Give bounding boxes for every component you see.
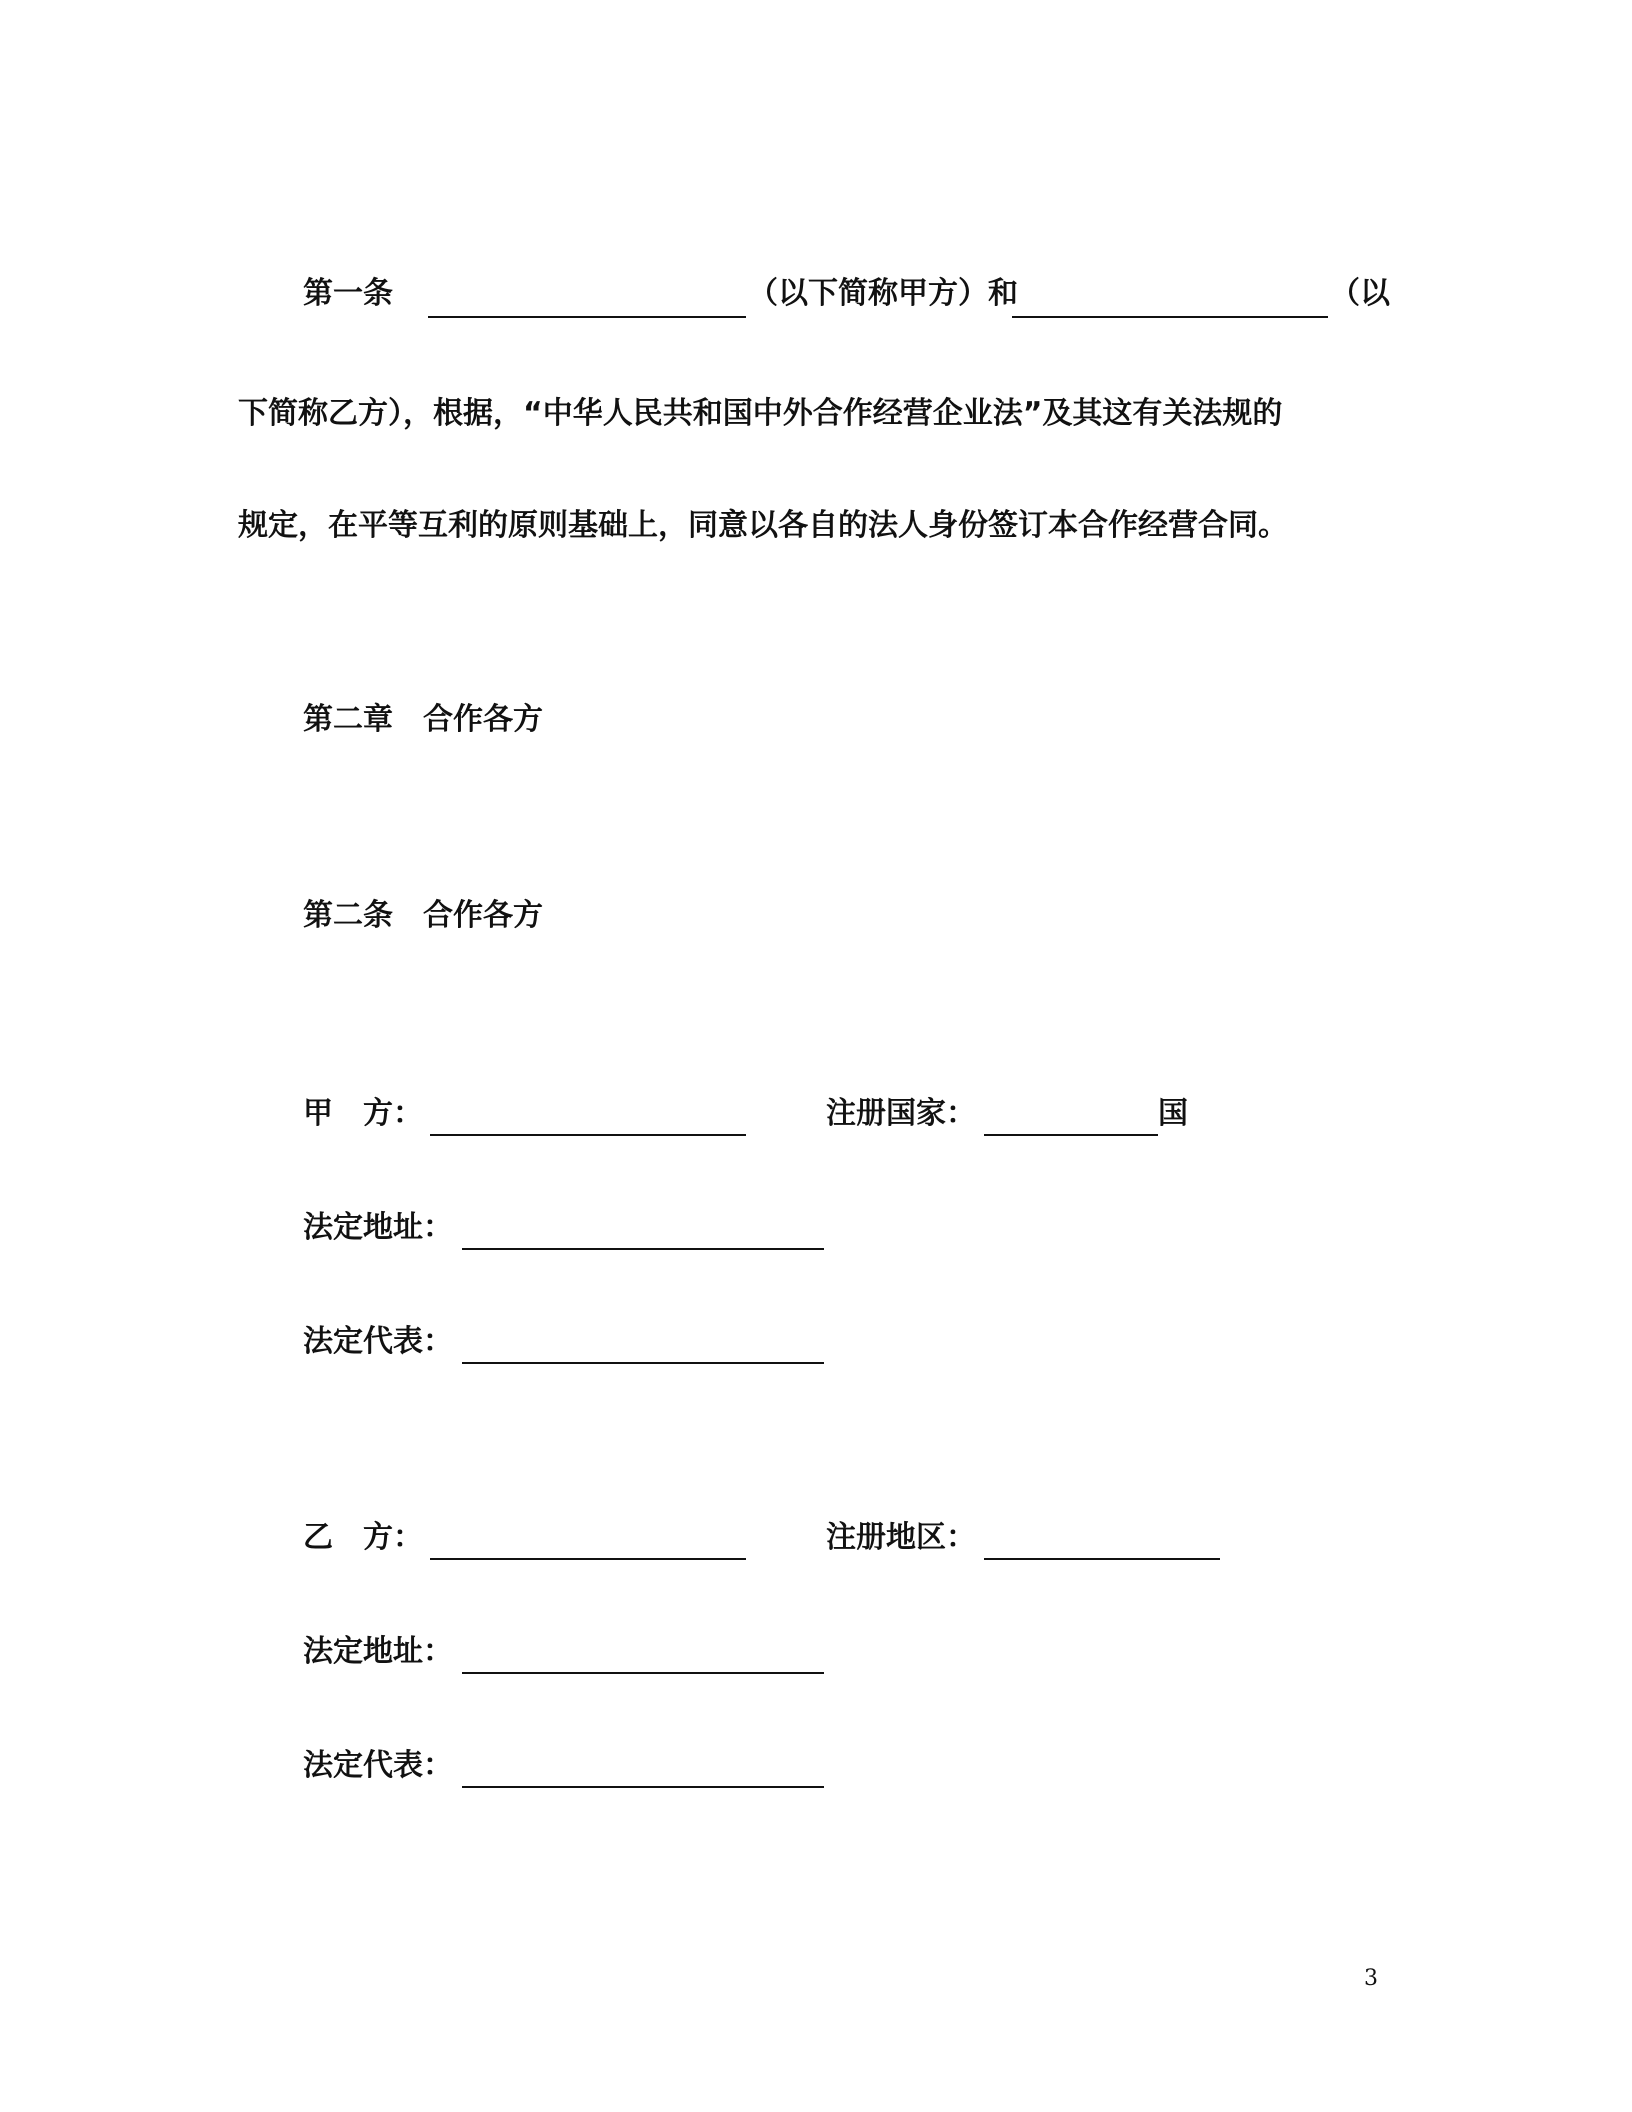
party-a-name-label: 甲 方： — [303, 1096, 423, 1131]
party-b-name-field-blank — [430, 1558, 746, 1560]
party-b-name-blank — [1012, 316, 1328, 318]
party-a-country-label: 注册国家： — [826, 1096, 976, 1131]
party-b-name-label: 乙 方： — [303, 1520, 423, 1555]
article1-mid-text: （以下简称甲方）和 — [748, 276, 1018, 311]
party-b-address-blank — [462, 1672, 824, 1674]
party-a-representative-blank — [462, 1362, 824, 1364]
party-a-address-label: 法定地址： — [303, 1210, 453, 1245]
party-a-name-field-blank — [430, 1134, 746, 1136]
party-b-region-blank — [984, 1558, 1220, 1560]
article1-tail-text: （以 — [1330, 276, 1390, 311]
party-a-representative-label: 法定代表： — [303, 1324, 453, 1359]
party-b-region-label: 注册地区： — [826, 1520, 976, 1555]
article2-heading: 第二条 合作各方 — [303, 898, 543, 933]
party-b-representative-label: 法定代表： — [303, 1748, 453, 1783]
party-a-name-blank — [428, 316, 746, 318]
article1-line2: 下简称乙方），根据，“中华人民共和国中外合作经营企业法”及其这有关法规的 — [238, 396, 1283, 431]
page-number: 3 — [1364, 1966, 1378, 1991]
article1-label: 第一条 — [303, 276, 393, 311]
party-a-country-blank — [984, 1134, 1158, 1136]
party-b-address-label: 法定地址： — [303, 1634, 453, 1669]
party-a-country-suffix: 国 — [1158, 1096, 1188, 1131]
chapter2-heading: 第二章 合作各方 — [303, 702, 543, 737]
party-b-representative-blank — [462, 1786, 824, 1788]
article1-line3: 规定，在平等互利的原则基础上，同意以各自的法人身份签订本合作经营合同。 — [238, 508, 1288, 543]
party-a-address-blank — [462, 1248, 824, 1250]
